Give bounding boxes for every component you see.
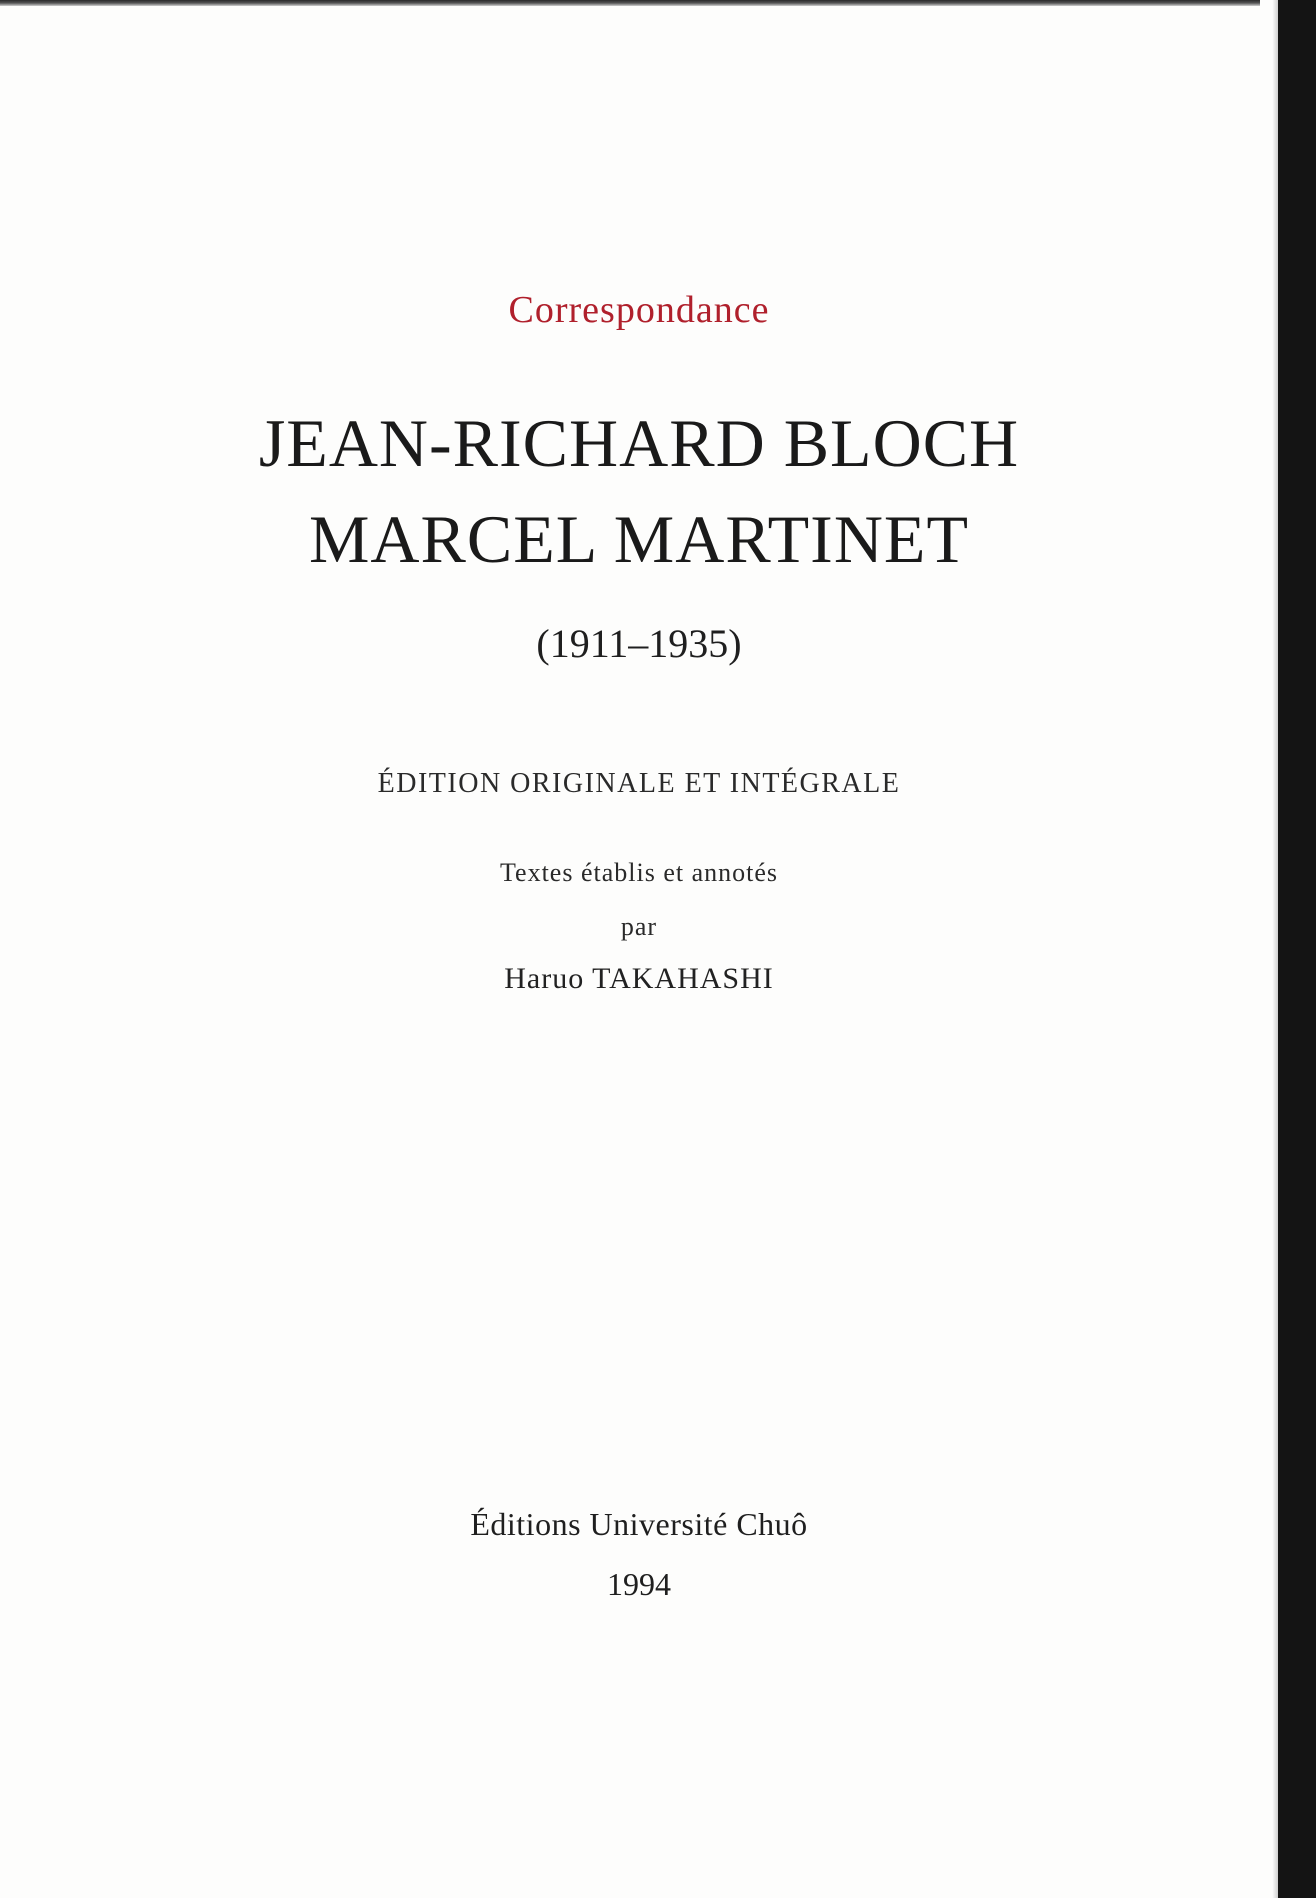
series-title: Correspondance [508,289,770,331]
by-word: par [620,912,658,941]
publisher-name: Éditions Université Chuô [470,1506,808,1542]
author-name-1: JEAN-RICHARD BLOCH [258,405,1020,481]
binding-edge [1278,0,1316,1898]
author-name-2: MARCEL MARTINET [308,501,970,577]
editorial-credit: Textes établis et annotés [499,858,779,887]
publication-year: 1994 [607,1566,671,1602]
date-range: (1911–1935) [536,621,742,666]
editor-name: Haruo TAKAHASHI [504,962,774,995]
edition-statement: ÉDITION ORIGINALE ET INTÉGRALE [377,768,901,799]
page-top-edge [0,0,1260,6]
